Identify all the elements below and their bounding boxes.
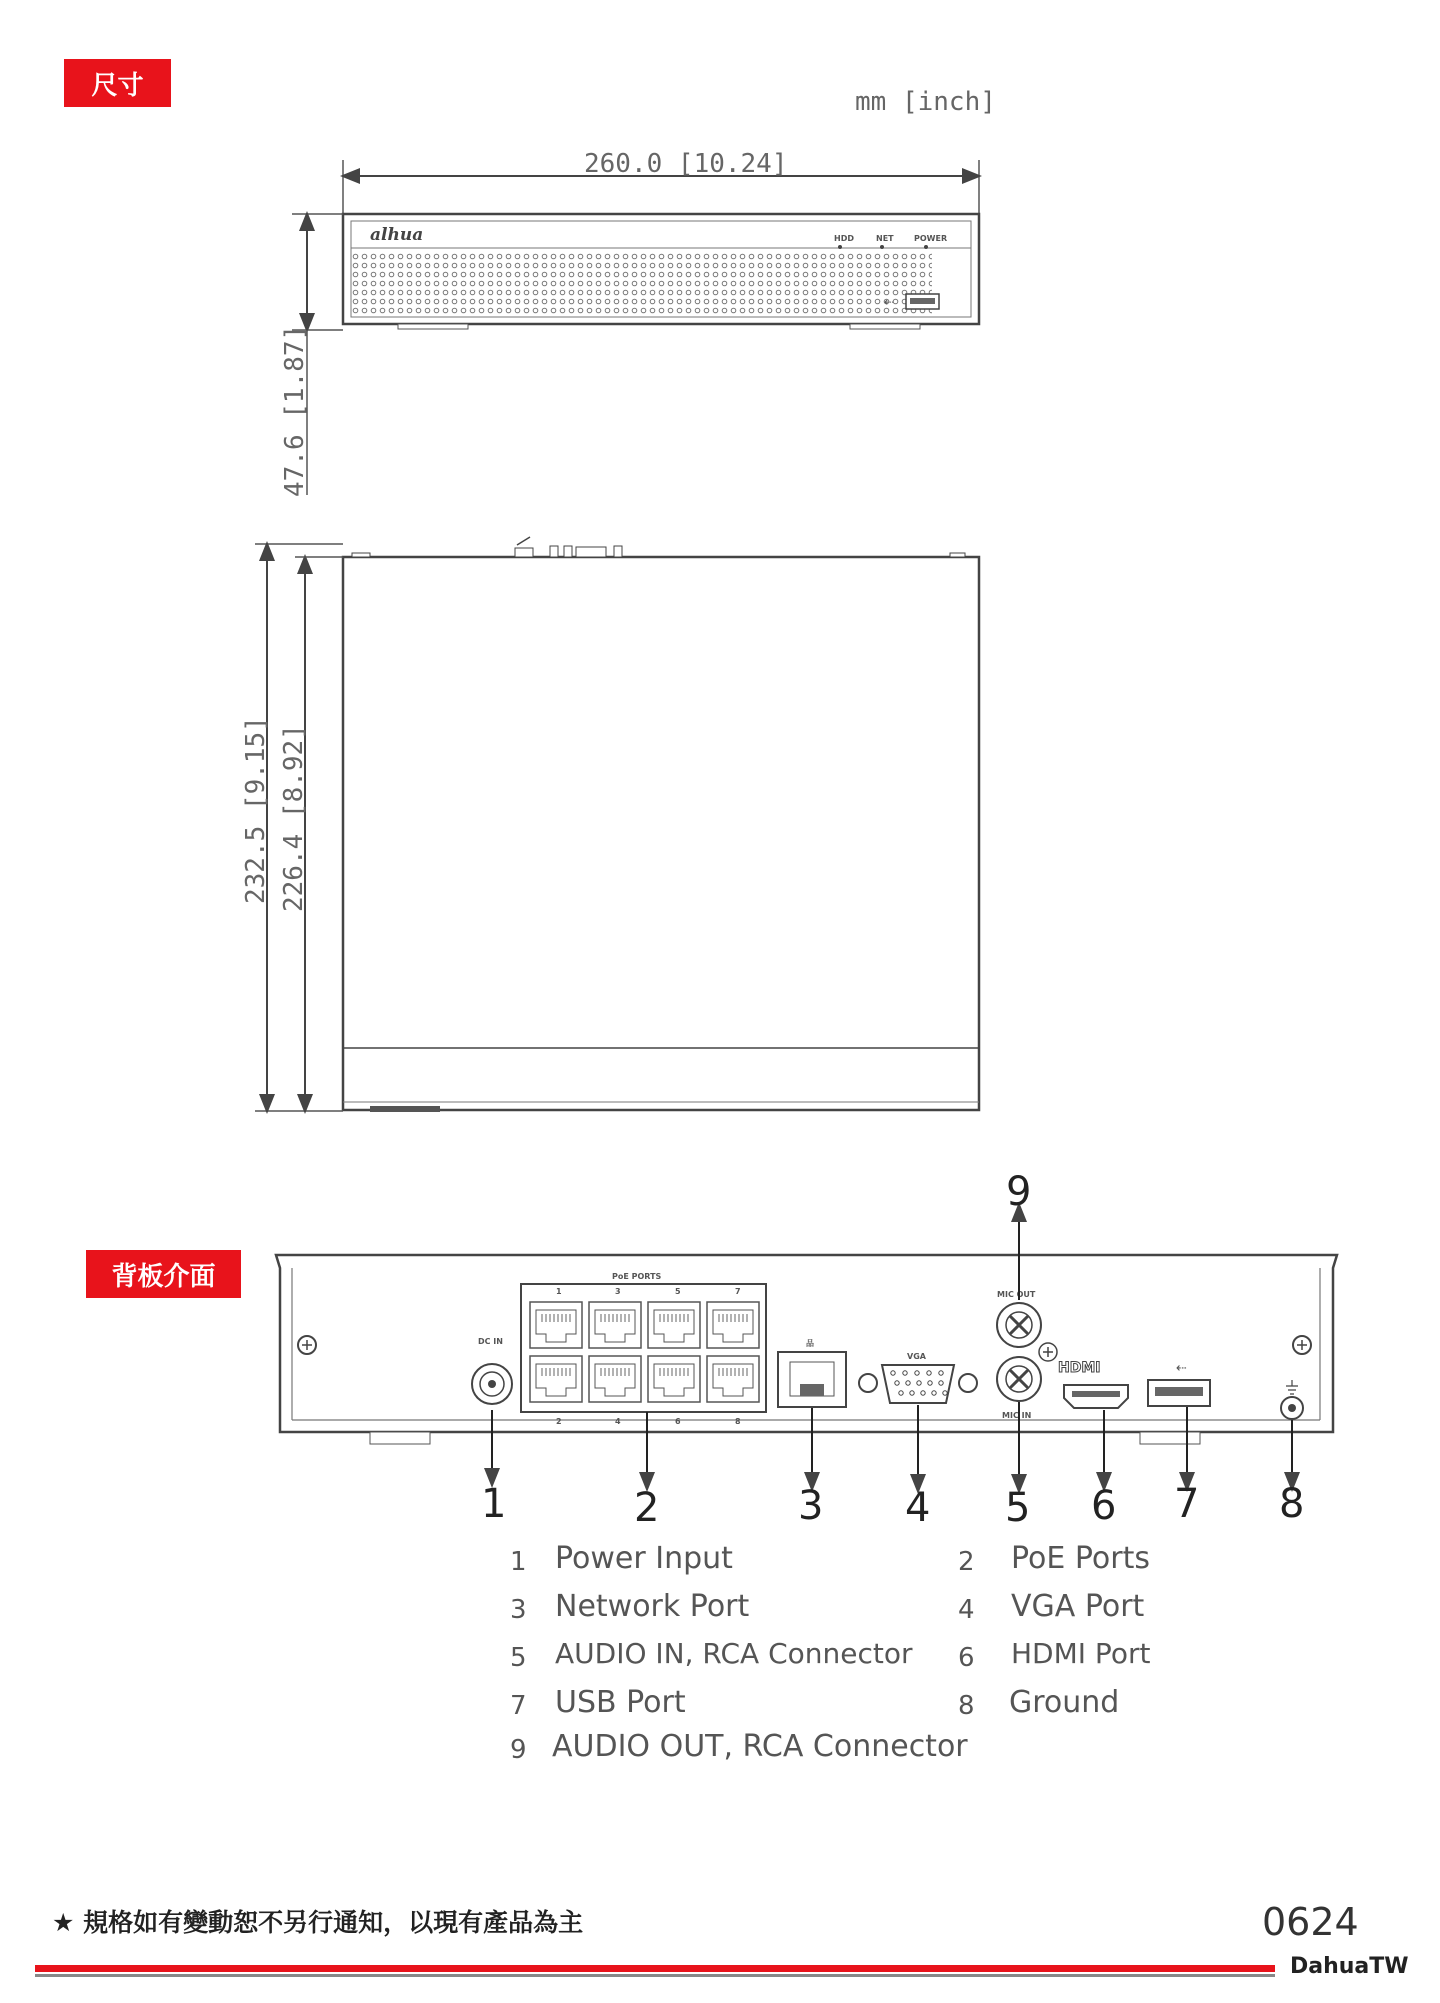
legend-text-8: Ground bbox=[1009, 1685, 1120, 1720]
poe-ports-label: PoE PORTS bbox=[612, 1272, 662, 1281]
legend-text-2: PoE Ports bbox=[1011, 1541, 1150, 1576]
poe-num-top-7: 7 bbox=[735, 1287, 741, 1296]
legend-num-5: 5 bbox=[510, 1643, 527, 1673]
height-value: 47.6 [1.87] bbox=[280, 324, 310, 497]
section-title-rear-panel: 背板介面 bbox=[86, 1250, 241, 1298]
legend-num-7: 7 bbox=[510, 1691, 527, 1721]
vga-pin bbox=[917, 1381, 921, 1385]
poe-num-top-3: 3 bbox=[615, 1287, 621, 1296]
vga-label: VGA bbox=[907, 1352, 926, 1361]
legend-num-9: 9 bbox=[510, 1735, 527, 1765]
vga-pin bbox=[921, 1391, 925, 1395]
vga-pin bbox=[903, 1371, 907, 1375]
legend-text-1: Power Input bbox=[555, 1541, 733, 1576]
vga-pin bbox=[915, 1371, 919, 1375]
legend-num-8: 8 bbox=[958, 1691, 975, 1721]
poe-jack bbox=[648, 1356, 700, 1402]
legend-text-3: Network Port bbox=[555, 1589, 750, 1624]
front-view bbox=[343, 214, 979, 329]
vga-pin bbox=[928, 1381, 932, 1385]
section-title-dimensions: 尺寸 bbox=[64, 59, 171, 107]
poe-num-bottom-8: 8 bbox=[735, 1417, 741, 1426]
brand-logo: alhua bbox=[370, 225, 424, 245]
legend-text-9: AUDIO OUT, RCA Connector bbox=[552, 1729, 968, 1764]
poe-num-bottom-4: 4 bbox=[615, 1417, 621, 1426]
vga-pin bbox=[927, 1371, 931, 1375]
footer-rule-red bbox=[35, 1965, 1275, 1972]
poe-num-bottom-6: 6 bbox=[675, 1417, 681, 1426]
led-label-net: NET bbox=[876, 234, 894, 243]
svg-text:⇠: ⇠ bbox=[884, 295, 895, 309]
footer-rule-grey bbox=[35, 1974, 1275, 1977]
poe-jack bbox=[707, 1356, 759, 1402]
footer-brand: DahuaTW bbox=[1290, 1954, 1409, 1979]
callout-9: 9 bbox=[1006, 1169, 1032, 1215]
legend-text-5: AUDIO IN, RCA Connector bbox=[555, 1637, 913, 1670]
callout-3: 3 bbox=[798, 1483, 824, 1529]
depth-body-value: 226.4 [8.92] bbox=[279, 724, 309, 912]
usb-icon: ⇠ bbox=[1176, 1361, 1187, 1376]
vga-pin bbox=[891, 1371, 895, 1375]
mic-out-label: MIC OUT bbox=[997, 1290, 1036, 1299]
legend-num-2: 2 bbox=[958, 1547, 975, 1577]
legend-num-4: 4 bbox=[958, 1595, 975, 1625]
poe-jack bbox=[589, 1356, 641, 1402]
callout-5: 5 bbox=[1005, 1485, 1031, 1531]
legend-num-6: 6 bbox=[958, 1643, 975, 1673]
callout-2: 2 bbox=[634, 1485, 660, 1531]
legend-num-1: 1 bbox=[510, 1547, 527, 1577]
poe-jack bbox=[530, 1356, 582, 1402]
poe-num-bottom-2: 2 bbox=[556, 1417, 562, 1426]
callout-4: 4 bbox=[905, 1485, 931, 1531]
callout-8: 8 bbox=[1279, 1481, 1305, 1527]
vga-pin bbox=[939, 1381, 943, 1385]
depth-dimensions bbox=[241, 544, 343, 1111]
width-value: 260.0 [10.24] bbox=[584, 149, 788, 179]
led-label-power: POWER bbox=[914, 234, 948, 243]
vga-pin bbox=[910, 1391, 914, 1395]
disclaimer-note: ★ 規格如有變動恕不另行通知，以現有產品為主 bbox=[52, 1908, 584, 1937]
height-dimension bbox=[280, 214, 343, 497]
vga-pin bbox=[906, 1381, 910, 1385]
led-label-hdd: HDD bbox=[834, 234, 854, 243]
legend-num-3: 3 bbox=[510, 1595, 527, 1625]
legend-text-7: USB Port bbox=[555, 1685, 686, 1720]
poe-num-top-5: 5 bbox=[675, 1287, 681, 1296]
vga-pin bbox=[895, 1381, 899, 1385]
top-view bbox=[343, 537, 979, 1112]
poe-jack bbox=[530, 1302, 582, 1348]
units-note: mm [inch] bbox=[855, 87, 996, 117]
vga-pin bbox=[939, 1371, 943, 1375]
rear-panel-view bbox=[276, 1255, 1337, 1444]
callout-1: 1 bbox=[481, 1481, 507, 1527]
poe-num-top-1: 1 bbox=[556, 1287, 562, 1296]
callout-7: 7 bbox=[1174, 1481, 1200, 1527]
width-dimension bbox=[343, 149, 979, 215]
legend-text-6: HDMI Port bbox=[1011, 1637, 1151, 1670]
callout-6: 6 bbox=[1091, 1483, 1117, 1529]
vga-pin bbox=[899, 1391, 903, 1395]
depth-total-value: 232.5 [9.15] bbox=[241, 716, 271, 904]
network-icon: 品 bbox=[806, 1339, 814, 1348]
poe-jack bbox=[707, 1302, 759, 1348]
mic-in-label: MIC IN bbox=[1002, 1411, 1032, 1420]
dc-in-label: DC IN bbox=[478, 1337, 503, 1346]
document-code: 0624 bbox=[1262, 1900, 1359, 1944]
poe-jack bbox=[589, 1302, 641, 1348]
vga-pin bbox=[932, 1391, 936, 1395]
vga-pin bbox=[943, 1391, 947, 1395]
legend-text-4: VGA Port bbox=[1011, 1589, 1145, 1624]
hdmi-label: HDMI bbox=[1058, 1360, 1101, 1376]
poe-jack bbox=[648, 1302, 700, 1348]
